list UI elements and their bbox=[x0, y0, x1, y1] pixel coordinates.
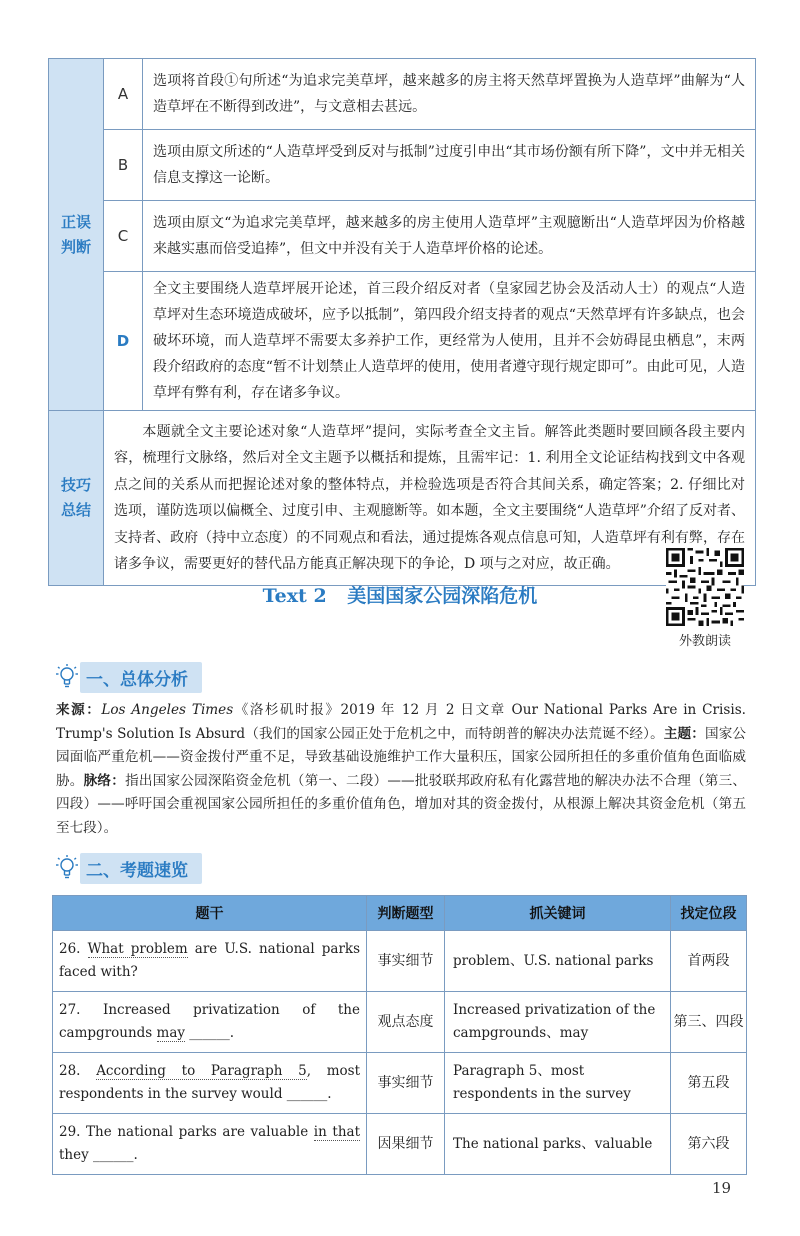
source-publication: Los Angeles Times bbox=[101, 702, 234, 718]
stem-keyword: in that bbox=[313, 1124, 360, 1140]
table-header-row bbox=[53, 896, 747, 931]
theme-label: 主题： bbox=[663, 725, 705, 742]
question-stem bbox=[53, 992, 367, 1053]
qr-code-icon[interactable] bbox=[666, 548, 744, 626]
stem-text: 27. Increased privatization of the campgrounds bbox=[59, 1002, 360, 1041]
section-heading-analysis bbox=[56, 662, 202, 692]
option-analysis-table bbox=[48, 58, 756, 586]
stem-text: 28. bbox=[59, 1063, 97, 1079]
lightbulb-icon bbox=[56, 854, 78, 882]
stem-keyword: According to Paragraph 5 bbox=[96, 1063, 307, 1079]
option-text: 全文主要围绕人造草坪展开论述，首三段介绍反对者（皇家园艺协会及活动人士）的观点“人造草坪对生态环境造成破坏，应予以抵制”，第四段介绍支持者的观点“天然草坪有许多缺点，也会破坏环境，而人造草坪不需要太多养护工作，更经常为人使用，且并不会妨碍昆虫栖息”，末两段介绍政府的态度“暂不计划禁止人造草坪的使用，使用者遵守现行规定即可”。由此可见，人造草坪有弊有利，存在诸多争议。 bbox=[143, 272, 756, 411]
qr-label: 外教朗读 bbox=[678, 634, 731, 649]
option-letter: B bbox=[104, 130, 143, 201]
skills-row bbox=[49, 411, 756, 586]
theme-text: 国家公园面临严重危机——资金拨付严重不足，导致基础设施维护工作大量积压，国家公园所担任的多重价值角色面临威胁。 bbox=[56, 725, 747, 789]
stem-text: 29. The national parks are valuable bbox=[59, 1124, 314, 1140]
option-letter-correct: D bbox=[104, 272, 143, 411]
question-location: 第五段 bbox=[671, 1053, 747, 1114]
question-stem bbox=[53, 1114, 367, 1175]
question-stem bbox=[53, 931, 367, 992]
page-number: 19 bbox=[712, 1179, 732, 1197]
question-stem bbox=[53, 1053, 367, 1114]
stem-keyword: What problem bbox=[87, 941, 188, 957]
stem-text: are U.S. national parks faced with? bbox=[59, 941, 361, 980]
table-row bbox=[53, 1114, 747, 1175]
option-letter: C bbox=[104, 201, 143, 272]
text2-title-en: Text 2 bbox=[262, 585, 327, 607]
question-type: 观点态度 bbox=[367, 992, 445, 1053]
header-location: 找定位段 bbox=[671, 896, 747, 931]
skills-text bbox=[104, 411, 756, 586]
table-row bbox=[53, 931, 747, 992]
header-stem: 题干 bbox=[53, 896, 367, 931]
lightbulb-icon bbox=[56, 663, 78, 691]
option-text: 选项由原文所述的“人造草坪受到反对与抵制”过度引申出“其市场份额有所下降”，文中并无相关信息支撑这一论断。 bbox=[143, 130, 756, 201]
option-row-d bbox=[49, 272, 756, 411]
text2-title-cn: 美国国家公园深陷危机 bbox=[347, 585, 538, 607]
question-keywords: Increased privatization of the campgrounds、may bbox=[445, 992, 671, 1053]
question-location: 第六段 bbox=[671, 1114, 747, 1175]
question-keywords: Paragraph 5、most respondents in the survey bbox=[445, 1053, 671, 1114]
stem-text: ______. bbox=[185, 1025, 235, 1041]
table-row bbox=[53, 1053, 747, 1114]
context-text: 指出国家公园深陷资金危机（第一、二段）——批驳联邦政府私有化露营地的解决办法不合理（第三、四段）——呼吁国会重视国家公园所担任的多重价值角色，增加对其的资金拨付，从根源上解决其资金危机（第五至七段）。 bbox=[56, 772, 747, 836]
question-keywords: problem、U.S. national parks bbox=[445, 931, 671, 992]
category-judgment-label: 正误 判断 bbox=[60, 212, 91, 256]
stem-text: they ______. bbox=[59, 1147, 138, 1163]
option-row-b bbox=[49, 130, 756, 201]
question-type: 事实细节 bbox=[367, 1053, 445, 1114]
option-row-a bbox=[49, 59, 756, 130]
questions-table bbox=[52, 895, 747, 1175]
stem-text: 26. bbox=[59, 941, 88, 957]
header-keywords: 抓关键词 bbox=[445, 896, 671, 931]
stem-keyword: may bbox=[156, 1025, 186, 1041]
option-text: 选项将首段①句所述“为追求完美草坪，越来越多的房主将天然草坪置换为人造草坪”曲解为“人造草坪在不断得到改进”，与文意相去甚远。 bbox=[143, 59, 756, 130]
analysis-paragraph bbox=[56, 699, 746, 840]
question-location: 首两段 bbox=[671, 931, 747, 992]
section-heading-overview bbox=[56, 853, 202, 883]
option-row-c bbox=[49, 201, 756, 272]
option-text: 选项由原文“为追求完美草坪，越来越多的房主使用人造草坪”主观臆断出“人造草坪因为价格越来越实惠而倍受追捧”，但文中并没有关于人造草坪价格的论述。 bbox=[143, 201, 756, 272]
header-type: 判断题型 bbox=[367, 896, 445, 931]
category-judgment bbox=[49, 59, 104, 411]
source-label: 来源： bbox=[56, 702, 102, 718]
category-skills-label: 技巧 总结 bbox=[60, 476, 91, 519]
section-heading-label: 一、总体分析 bbox=[80, 662, 202, 693]
option-letter: A bbox=[104, 59, 143, 130]
question-type: 因果细节 bbox=[367, 1114, 445, 1175]
table-row bbox=[53, 992, 747, 1053]
skills-paragraph: 本题就全文主要论述对象“人造草坪”提问，实际考查全文主旨。解答此类题时要回顾各段主要内容，梳理行文脉络，然后对全文主题予以概括和提炼，且需牢记：1. 利用全文论证结构找到文中各观点之间的关系从而把握论述对象的整体特点，并检验选项是否符合其间关系，确定答案；2. 仔细比对选项，谨防选项以偏概全、过度引申、主观臆断等。如本题，全文主要围绕“人造草坪”介绍了反对者、支持者、政府（持中立态度）的不同观点和看法，通过提炼各观点信息可知，人造草坪有利有弊，存在诸多争议，需要更好的替代品方能真正解决现下的争论，D 项与之对应，故正确。 bbox=[114, 423, 745, 572]
question-keywords: The national parks、valuable bbox=[445, 1114, 671, 1175]
section-heading-label: 二、考题速览 bbox=[80, 853, 202, 884]
category-skills bbox=[49, 411, 104, 586]
question-type: 事实细节 bbox=[367, 931, 445, 992]
context-label: 脉络： bbox=[83, 772, 126, 789]
source-text: 《洛杉矶时报》2019 年 12 月 2 日文章 Our National Parks Are in Crisis. Trump's Solution Is Absurd（我们的国家公园正处于危机之中，而特朗普的解决办法荒诞不经）。 bbox=[56, 702, 747, 742]
question-location: 第三、四段 bbox=[671, 992, 747, 1053]
stem-text: , most respondents in the survey would ______. bbox=[59, 1063, 360, 1102]
